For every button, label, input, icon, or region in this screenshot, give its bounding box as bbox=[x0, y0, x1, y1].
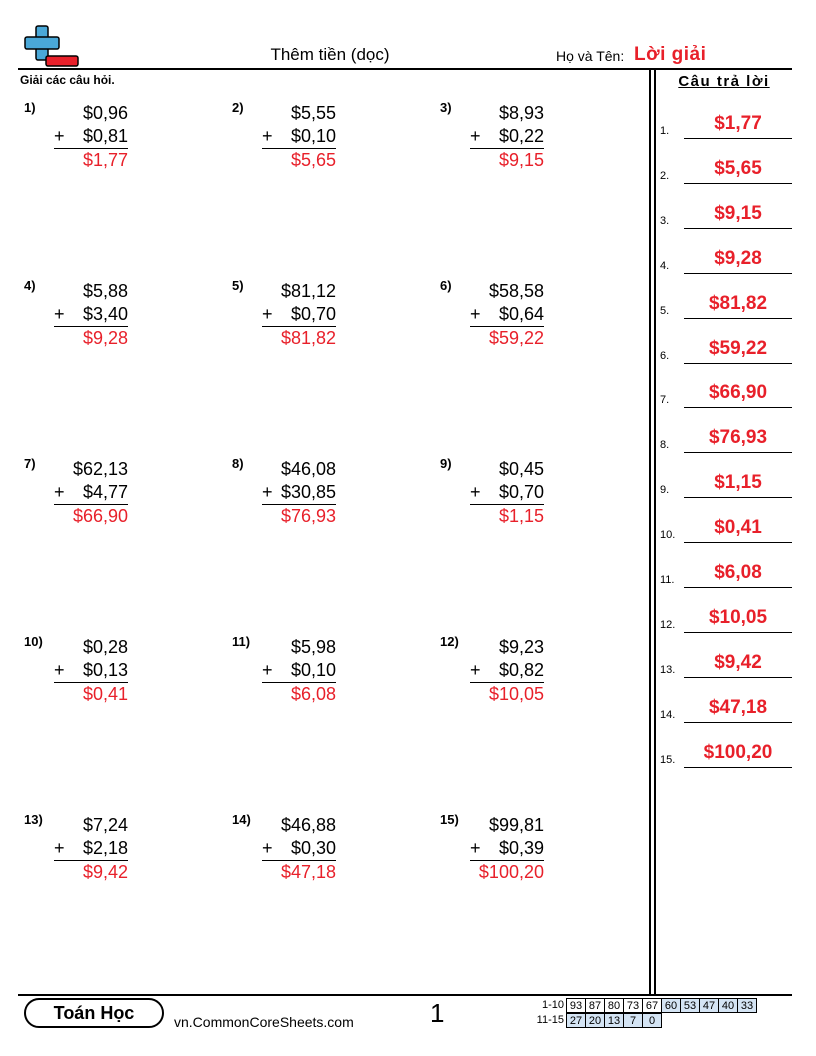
answer-line bbox=[684, 632, 792, 633]
answer-number: 12. bbox=[660, 618, 676, 631]
plus-operator: + bbox=[470, 660, 481, 680]
answer-row bbox=[660, 695, 792, 723]
name-label: Họ và Tên: bbox=[556, 48, 625, 64]
addend-top: $81,12 bbox=[280, 281, 336, 301]
addend-bottom-row bbox=[54, 303, 128, 327]
addend-bottom-row bbox=[54, 481, 128, 505]
answer-number: 11. bbox=[660, 574, 675, 586]
answer-row bbox=[660, 425, 792, 453]
answer-row bbox=[660, 650, 792, 678]
problem-result: $100,20 bbox=[478, 862, 544, 882]
score-table bbox=[530, 997, 757, 1028]
answer-row bbox=[660, 201, 792, 229]
addend-bottom-row bbox=[262, 481, 336, 505]
problem bbox=[440, 456, 640, 546]
addend-top: $8,93 bbox=[498, 103, 544, 123]
answer-column-divider-inner bbox=[654, 68, 656, 996]
plus-operator: + bbox=[262, 304, 273, 324]
score-cell: 0 bbox=[642, 1013, 662, 1028]
score-cell: 87 bbox=[585, 998, 605, 1013]
problem bbox=[232, 278, 432, 368]
problem-number: 11) bbox=[232, 634, 251, 649]
problem bbox=[24, 278, 224, 368]
problem-stack bbox=[54, 458, 128, 528]
problem-result: $9,42 bbox=[82, 862, 128, 882]
score-row bbox=[530, 1012, 757, 1028]
problem bbox=[440, 278, 640, 368]
problem-number: 4) bbox=[24, 278, 36, 293]
problem-result: $59,22 bbox=[488, 328, 544, 348]
plus-operator: + bbox=[470, 838, 481, 858]
addend-bottom-row bbox=[54, 125, 128, 149]
answer-value: $0,41 bbox=[714, 517, 762, 539]
answer-number: 10. bbox=[660, 529, 676, 542]
problem-result: $9,28 bbox=[82, 328, 128, 348]
problem-result: $0,41 bbox=[82, 684, 128, 704]
answer-line bbox=[684, 228, 792, 229]
score-cell: 40 bbox=[718, 998, 738, 1013]
addend-top: $5,98 bbox=[290, 637, 336, 657]
plus-operator: + bbox=[54, 304, 65, 324]
addend-bottom-row bbox=[262, 837, 336, 861]
problem-result: $9,15 bbox=[498, 150, 544, 170]
name-value: Lời giải bbox=[634, 44, 707, 65]
answer-line bbox=[684, 722, 792, 723]
answer-value: $47,18 bbox=[708, 696, 768, 718]
problem-number: 6) bbox=[440, 278, 452, 293]
score-cell: 33 bbox=[737, 998, 757, 1013]
answer-line bbox=[684, 318, 792, 319]
problem-result: $1,15 bbox=[498, 506, 544, 526]
problem-result: $10,05 bbox=[488, 684, 544, 704]
footer-divider bbox=[18, 994, 792, 996]
answer-line bbox=[684, 767, 792, 768]
problem-result: $5,65 bbox=[290, 150, 336, 170]
problem-stack bbox=[54, 102, 128, 172]
answer-row bbox=[660, 111, 792, 139]
problem-number: 9) bbox=[440, 456, 452, 471]
addend-bottom: $0,13 bbox=[82, 660, 128, 680]
problem bbox=[232, 100, 432, 190]
addend-bottom-row bbox=[262, 125, 336, 149]
answer-line bbox=[684, 497, 792, 498]
answer-value: $9,42 bbox=[714, 651, 762, 673]
problem-number: 7) bbox=[24, 456, 36, 471]
problem-number: 3) bbox=[440, 100, 452, 115]
answer-number: 5. bbox=[660, 304, 670, 317]
header-divider bbox=[18, 68, 792, 70]
problem-number: 1) bbox=[24, 100, 36, 115]
answer-line bbox=[684, 273, 792, 274]
addend-top: $46,08 bbox=[280, 459, 336, 479]
answer-column-divider bbox=[649, 68, 651, 996]
answer-value: $100,20 bbox=[703, 741, 773, 763]
answer-number: 7. bbox=[660, 394, 670, 407]
answer-value: $66,90 bbox=[708, 382, 768, 404]
problem-stack bbox=[470, 458, 544, 528]
problem-result: $47,18 bbox=[280, 862, 336, 882]
addend-bottom: $0,82 bbox=[498, 660, 544, 680]
addend-bottom-row bbox=[262, 659, 336, 683]
answer-row bbox=[660, 336, 792, 364]
addend-bottom: $3,40 bbox=[82, 304, 128, 324]
answer-row bbox=[660, 515, 792, 543]
addend-top: $9,23 bbox=[498, 637, 544, 657]
answer-value: $9,15 bbox=[714, 202, 762, 224]
addend-bottom: $0,39 bbox=[498, 838, 544, 858]
addend-bottom: $2,18 bbox=[82, 838, 128, 858]
score-cell: 53 bbox=[680, 998, 700, 1013]
score-cell: 47 bbox=[699, 998, 719, 1013]
answer-row bbox=[660, 605, 792, 633]
addend-top: $99,81 bbox=[488, 815, 544, 835]
addend-bottom: $0,64 bbox=[498, 304, 544, 324]
plus-operator: + bbox=[470, 126, 481, 146]
plus-operator: + bbox=[470, 304, 481, 324]
answer-line bbox=[684, 183, 792, 184]
problem-result: $6,08 bbox=[290, 684, 336, 704]
problem-result: $81,82 bbox=[280, 328, 336, 348]
problem-stack bbox=[470, 280, 544, 350]
problem-stack bbox=[262, 636, 336, 706]
addend-bottom-row bbox=[54, 837, 128, 861]
addend-bottom: $0,30 bbox=[290, 838, 336, 858]
answer-value: $59,22 bbox=[708, 337, 768, 359]
addend-top: $0,96 bbox=[82, 103, 128, 123]
score-cell: 13 bbox=[604, 1013, 624, 1028]
addend-bottom-row bbox=[470, 837, 544, 861]
answer-row bbox=[660, 380, 792, 408]
plus-operator: + bbox=[262, 660, 273, 680]
addend-top: $5,88 bbox=[82, 281, 128, 301]
problem-number: 15) bbox=[440, 812, 459, 827]
problem-result: $76,93 bbox=[280, 506, 336, 526]
problem-stack bbox=[470, 636, 544, 706]
score-cell: 20 bbox=[585, 1013, 605, 1028]
problem-stack bbox=[262, 814, 336, 884]
answer-line bbox=[684, 542, 792, 543]
addend-top: $0,28 bbox=[82, 637, 128, 657]
addend-bottom: $30,85 bbox=[280, 482, 336, 502]
answer-value: $5,65 bbox=[714, 157, 762, 179]
problem bbox=[440, 812, 640, 902]
answer-number: 9. bbox=[660, 484, 670, 497]
addend-top: $46,88 bbox=[280, 815, 336, 835]
problem bbox=[232, 812, 432, 902]
problem bbox=[232, 456, 432, 546]
problem-stack bbox=[262, 102, 336, 172]
problem bbox=[24, 634, 224, 724]
addend-bottom-row bbox=[262, 303, 336, 327]
plus-operator: + bbox=[262, 838, 273, 858]
addend-bottom: $0,10 bbox=[290, 660, 336, 680]
problem-number: 14) bbox=[232, 812, 251, 827]
answer-key-title: Câu trả lời bbox=[678, 73, 770, 90]
addend-bottom-row bbox=[54, 659, 128, 683]
answer-row bbox=[660, 156, 792, 184]
answer-line bbox=[684, 407, 792, 408]
problem-stack bbox=[54, 280, 128, 350]
answer-number: 15. bbox=[660, 753, 676, 766]
answer-number: 13. bbox=[660, 663, 676, 676]
problem-result: $1,77 bbox=[82, 150, 128, 170]
answer-value: $10,05 bbox=[708, 606, 768, 628]
answer-row bbox=[660, 291, 792, 319]
score-cell: 93 bbox=[566, 998, 586, 1013]
plus-operator: + bbox=[470, 482, 481, 502]
answer-line bbox=[684, 587, 792, 588]
answer-number: 8. bbox=[660, 439, 670, 452]
answer-number: 6. bbox=[660, 349, 670, 362]
site-url: vn.CommonCoreSheets.com bbox=[174, 1014, 354, 1030]
addend-top: $62,13 bbox=[72, 459, 128, 479]
problem-number: 5) bbox=[232, 278, 244, 293]
addend-top: $58,58 bbox=[488, 281, 544, 301]
answer-line bbox=[684, 452, 792, 453]
brand-badge: Toán Học bbox=[24, 998, 164, 1028]
problem-number: 13) bbox=[24, 812, 43, 827]
score-row bbox=[530, 997, 757, 1013]
addend-bottom: $0,70 bbox=[498, 482, 544, 502]
answer-value: $9,28 bbox=[714, 247, 762, 269]
problem-number: 2) bbox=[232, 100, 244, 115]
score-cell: 67 bbox=[642, 998, 662, 1013]
plus-operator: + bbox=[54, 660, 65, 680]
answer-value: $6,08 bbox=[714, 562, 762, 583]
problem-number: 8) bbox=[232, 456, 244, 471]
worksheet-title: Thêm tiền (dọc) bbox=[270, 45, 390, 64]
answer-number: 4. bbox=[660, 259, 670, 272]
problem-stack bbox=[54, 636, 128, 706]
answer-value: $81,82 bbox=[708, 292, 768, 314]
score-row-label: 1-10 bbox=[541, 999, 564, 1011]
addend-top: $5,55 bbox=[290, 103, 336, 123]
answer-row bbox=[660, 560, 792, 588]
answer-value: $76,93 bbox=[708, 427, 768, 449]
problem bbox=[440, 634, 640, 724]
answer-number: 2. bbox=[660, 169, 670, 182]
problem-stack bbox=[262, 280, 336, 350]
answer-number: 1. bbox=[660, 125, 670, 137]
plus-operator: + bbox=[54, 482, 65, 502]
answer-line bbox=[684, 677, 792, 678]
answer-row bbox=[660, 470, 792, 498]
answer-line bbox=[684, 363, 792, 364]
score-cell: 80 bbox=[604, 998, 624, 1013]
addend-bottom: $0,10 bbox=[290, 126, 336, 146]
problem-stack bbox=[470, 814, 544, 884]
problem bbox=[24, 456, 224, 546]
score-cell: 7 bbox=[623, 1013, 643, 1028]
answer-row bbox=[660, 740, 792, 768]
instructions: Giải các câu hỏi. bbox=[20, 73, 115, 87]
problem-stack bbox=[470, 102, 544, 172]
problem-result: $66,90 bbox=[72, 506, 128, 526]
score-cell: 73 bbox=[623, 998, 643, 1013]
addend-bottom-row bbox=[470, 659, 544, 683]
answer-value: $1,15 bbox=[714, 472, 762, 494]
score-row-label: 11-15 bbox=[536, 1014, 564, 1026]
addend-bottom-row bbox=[470, 303, 544, 327]
problem bbox=[24, 100, 224, 190]
addend-bottom: $0,22 bbox=[498, 126, 544, 146]
problem bbox=[232, 634, 432, 724]
plus-operator: + bbox=[262, 482, 273, 502]
answer-number: 14. bbox=[660, 708, 676, 721]
answer-line bbox=[684, 138, 792, 139]
answer-value: $1,77 bbox=[714, 113, 762, 134]
addend-bottom-row bbox=[470, 125, 544, 149]
problem-number: 10) bbox=[24, 634, 43, 649]
page-number: 1 bbox=[430, 998, 445, 1028]
plus-operator: + bbox=[54, 838, 65, 858]
problem bbox=[440, 100, 640, 190]
plus-operator: + bbox=[54, 126, 65, 146]
score-cell: 60 bbox=[661, 998, 681, 1013]
addend-bottom: $0,81 bbox=[82, 126, 128, 146]
addend-bottom: $4,77 bbox=[82, 482, 128, 502]
score-cell: 27 bbox=[566, 1013, 586, 1028]
addend-bottom: $0,70 bbox=[290, 304, 336, 324]
addend-top: $7,24 bbox=[82, 815, 128, 835]
answer-number: 3. bbox=[660, 214, 670, 227]
plus-minus-logo-icon bbox=[24, 24, 80, 68]
addend-top: $0,45 bbox=[498, 459, 544, 479]
problem-number: 12) bbox=[440, 634, 459, 649]
problem bbox=[24, 812, 224, 902]
addend-bottom-row bbox=[470, 481, 544, 505]
plus-operator: + bbox=[262, 126, 273, 146]
problem-stack bbox=[54, 814, 128, 884]
answer-row bbox=[660, 246, 792, 274]
problem-stack bbox=[262, 458, 336, 528]
